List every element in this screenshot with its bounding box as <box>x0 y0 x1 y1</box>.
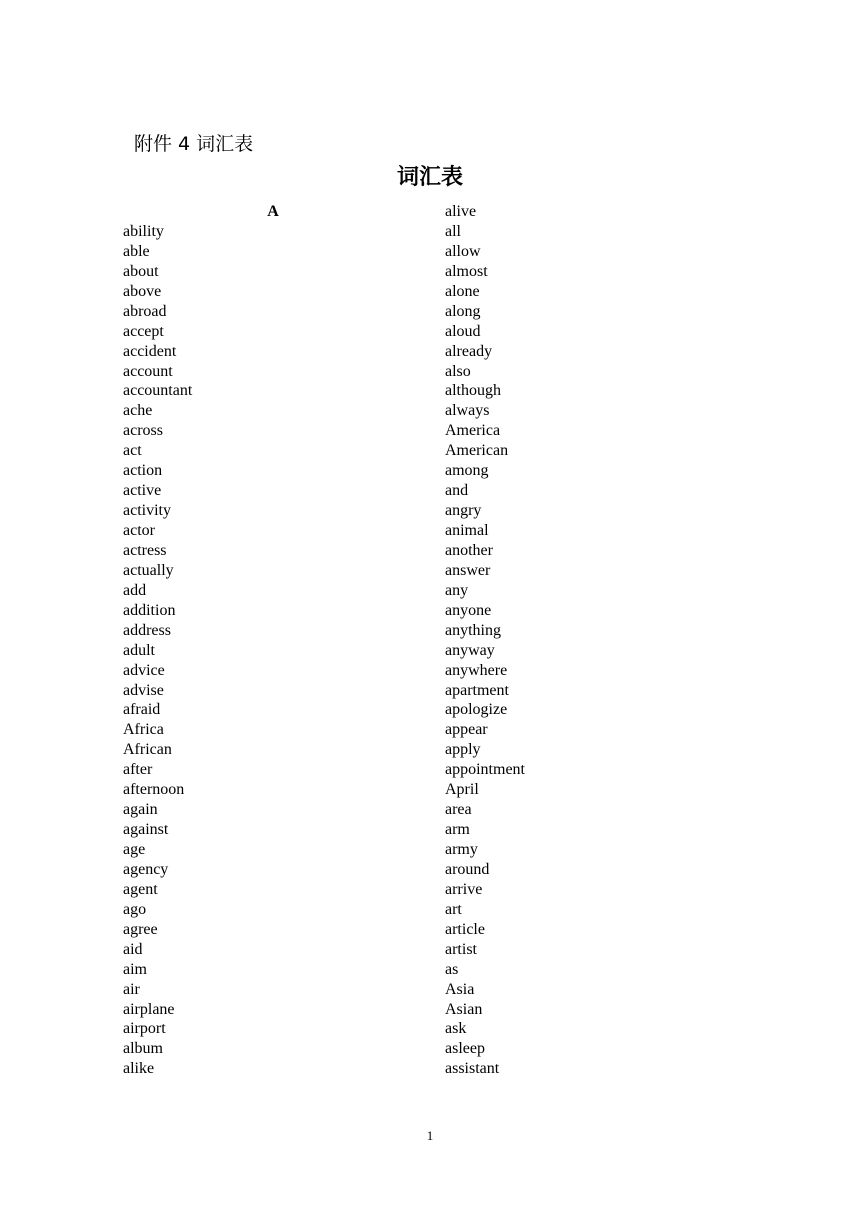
vocabulary-word: around <box>445 860 490 878</box>
vocabulary-word: American <box>445 442 509 460</box>
vocabulary-word: actor <box>123 522 155 539</box>
vocabulary-word: Asia <box>445 980 475 998</box>
vocabulary-word: ability <box>123 222 164 240</box>
vocabulary-word: ago <box>123 900 147 918</box>
vocabulary-word: African <box>123 741 172 759</box>
vocabulary-word: about <box>123 262 159 280</box>
vocabulary-word: ache <box>123 402 153 420</box>
vocabulary-word: answer <box>445 561 491 579</box>
vocabulary-word: Asian <box>445 1000 483 1018</box>
vocabulary-word: alike <box>123 1060 155 1078</box>
annex-label: 附件 4 词汇表 <box>134 133 254 155</box>
vocabulary-word: angry <box>445 502 482 520</box>
vocabulary-word: Africa <box>123 721 164 739</box>
page-title: 词汇表 <box>396 165 463 190</box>
vocabulary-word: account <box>123 362 173 380</box>
vocabulary-column-right <box>445 202 745 1079</box>
vocabulary-word: alive <box>445 203 477 220</box>
vocabulary-word: apartment <box>445 681 509 699</box>
vocabulary-word: agency <box>123 860 169 878</box>
vocabulary-word: afraid <box>123 701 161 719</box>
vocabulary-word: any <box>445 581 469 599</box>
vocabulary-word: art <box>445 900 462 918</box>
section-letter: A <box>267 203 279 220</box>
vocabulary-word: and <box>445 482 469 500</box>
vocabulary-word: appointment <box>445 761 525 779</box>
vocabulary-word: accountant <box>123 382 193 400</box>
vocabulary-word: April <box>445 781 479 799</box>
vocabulary-word: anywhere <box>445 661 508 679</box>
vocabulary-word: allow <box>445 242 481 260</box>
vocabulary-word: across <box>123 422 163 440</box>
vocabulary-word: actually <box>123 561 174 579</box>
vocabulary-word: another <box>445 541 493 559</box>
vocabulary-word: able <box>123 242 150 260</box>
vocabulary-word: advice <box>123 661 165 679</box>
vocabulary-word: anyone <box>445 601 492 619</box>
vocabulary-word: after <box>123 761 153 779</box>
vocabulary-word: agree <box>123 920 158 938</box>
vocabulary-word: act <box>123 442 142 460</box>
vocabulary-word: abroad <box>123 302 167 320</box>
vocabulary-column-left <box>123 202 423 1079</box>
vocabulary-word: action <box>123 462 163 480</box>
vocabulary-word: artist <box>445 940 477 958</box>
vocabulary-word: ask <box>445 1020 467 1038</box>
vocabulary-word: activity <box>123 502 171 520</box>
vocabulary-word: anything <box>445 621 501 639</box>
vocabulary-word: aid <box>123 940 143 958</box>
vocabulary-word: agent <box>123 880 158 898</box>
vocabulary-word: always <box>445 402 490 420</box>
vocabulary-word: all <box>445 222 461 240</box>
vocabulary-word: also <box>445 362 471 380</box>
vocabulary-word: aim <box>123 960 147 978</box>
vocabulary-word: arm <box>445 821 470 839</box>
vocabulary-word: airport <box>123 1020 166 1038</box>
vocabulary-word: add <box>123 581 147 599</box>
vocabulary-word: almost <box>445 262 488 280</box>
vocabulary-word: as <box>445 960 459 978</box>
vocabulary-word: apply <box>445 741 481 759</box>
vocabulary-word: age <box>123 841 146 858</box>
vocabulary-word: animal <box>445 522 489 539</box>
vocabulary-word: area <box>445 801 472 819</box>
vocabulary-word: afternoon <box>123 781 185 799</box>
vocabulary-word: again <box>123 801 158 819</box>
vocabulary-word: anyway <box>445 641 495 659</box>
vocabulary-word: along <box>445 302 481 320</box>
vocabulary-word: already <box>445 342 493 360</box>
vocabulary-word: album <box>123 1040 163 1058</box>
vocabulary-word: air <box>123 980 140 998</box>
vocabulary-word: accident <box>123 342 177 360</box>
vocabulary-word: against <box>123 821 169 839</box>
vocabulary-word: army <box>445 841 478 858</box>
page-number: 1 <box>426 1128 434 1143</box>
vocabulary-word: adult <box>123 641 155 659</box>
vocabulary-word: arrive <box>445 880 483 898</box>
vocabulary-word: America <box>445 422 501 440</box>
vocabulary-word: accept <box>123 322 164 340</box>
vocabulary-word: address <box>123 621 171 639</box>
vocabulary-word: airplane <box>123 1000 175 1018</box>
vocabulary-word: assistant <box>445 1060 500 1078</box>
vocabulary-word: apologize <box>445 701 508 719</box>
vocabulary-word: appear <box>445 721 488 739</box>
vocabulary-word: advise <box>123 681 164 699</box>
word-list-right <box>445 202 745 1079</box>
vocabulary-word: alone <box>445 282 480 300</box>
vocabulary-word: asleep <box>445 1040 485 1058</box>
word-list-left <box>123 222 423 1079</box>
vocabulary-word: actress <box>123 541 167 559</box>
vocabulary-word: addition <box>123 601 176 619</box>
vocabulary-word: active <box>123 482 162 500</box>
vocabulary-word: although <box>445 382 501 400</box>
vocabulary-word: above <box>123 282 162 300</box>
vocabulary-word: among <box>445 462 489 480</box>
vocabulary-word: aloud <box>445 322 481 340</box>
vocabulary-word: article <box>445 920 485 938</box>
